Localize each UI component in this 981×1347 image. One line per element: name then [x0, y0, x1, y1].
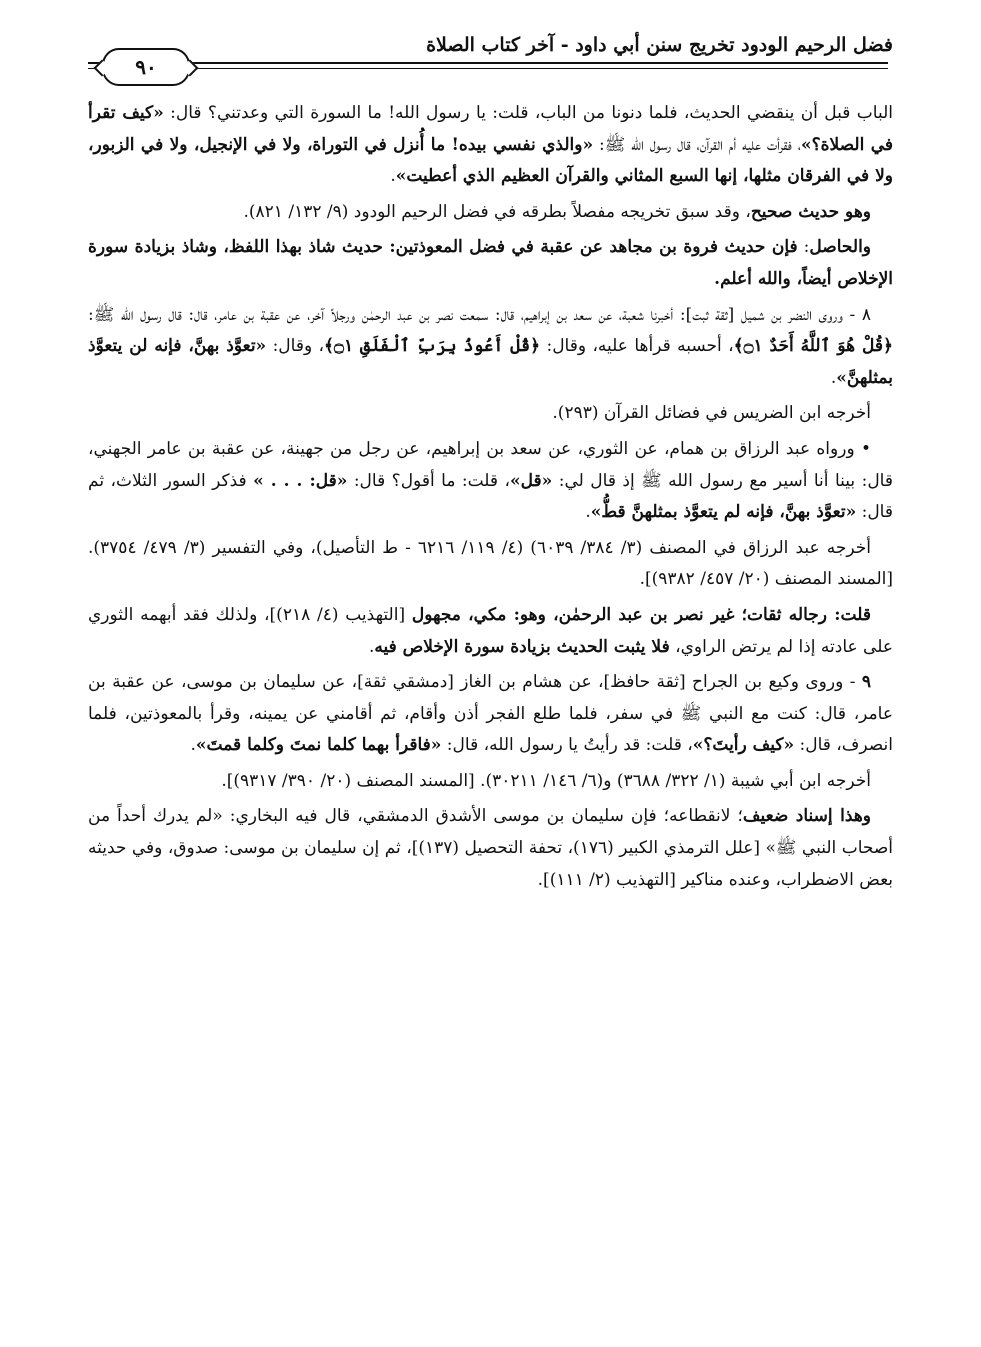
text-segment: الباب قبل أن ينقضي الحديث، فلما دنونا من الباب، قلت: يا رسول الله! ما السورة التي وعدتني؟ قال:: [163, 103, 893, 123]
text-segment: ، وقال:: [266, 336, 325, 357]
text-segment: .: [368, 636, 375, 657]
bold-text-segment: «قل»: [510, 470, 553, 491]
text-segment: أخرجه ابن أبي شيبة (١/ ٣٢٢/ ٣٦٨٨) و(٦/ ١٤٦/ ٣٠٢١١). [المسند المصنف (٢٠/ ٣٩٠/ ٩٣١٧)].: [221, 770, 871, 791]
document-page: [88, 28, 893, 1328]
paragraph: [88, 197, 893, 229]
page-header: [88, 28, 893, 98]
page-number: ٩٠: [102, 48, 190, 86]
bold-text-segment: وهذا إسناد ضعيف: [742, 806, 871, 827]
header-rule-thin: [88, 68, 888, 69]
bold-text-segment: «فاقرأ بهما كلما نمتَ وكلما قمتَ»: [195, 735, 442, 756]
bold-text-segment: فإن حديث فروة بن مجاهد عن عقبة في فضل المعوذتين: حديث شاذ بهذا اللفظ، وشاذ بزيادة سورة الإخلاص أيضاً، والله أعلم.: [88, 237, 893, 289]
paragraph: [88, 600, 893, 663]
text-segment: ، قلت: ما أقول؟ قال:: [347, 470, 511, 491]
text-segment: ، أحسبه قرأها عليه، وقال:: [540, 336, 734, 357]
bold-text-segment: ٩: [861, 672, 871, 693]
bold-text-segment: «تعوَّذ بهنَّ، فإنه لم يتعوَّذ بمثلهنَّ قطُّ»: [590, 502, 857, 523]
text-segment: • ورواه عبد الرزاق بن همام، عن الثوري، عن سعد بن إبراهيم، عن رجل من جهينة، عن عقبة بن عامر الجهني، قال: بينا أنا أسير مع رسول الله ﷺ إذ قال لي:: [88, 438, 893, 491]
text-segment: .: [830, 367, 837, 388]
text-segment: .: [390, 166, 396, 187]
text-segment: :: [797, 237, 810, 258]
paragraph: [88, 667, 893, 762]
running-title: فضل الرحيم الودود تخريج سنن أبي داود - آخر كتاب الصلاة: [426, 34, 893, 56]
paragraph: [88, 766, 893, 798]
text-segment: ؛ لانقطاعه؛ فإن سليمان بن موسى الأشدق الدمشقي، قال فيه البخاري: «لم يدرك أحداً من أصحاب النبي ﷺ» [علل الترمذي الكبير (١٧٦)، تحفة التحصيل (١٣٧)]، ثم إن سليمان بن موسى: صدوق، وفي حديثه بعض الاضطراب، وعنده مناكير [التهذيب (٢/ ١١١)].: [88, 806, 894, 890]
text-segment: - وروى وكيع بن الجراح [ثقة حافظ]، عن هشام بن الغاز [دمشقي ثقة]، عن سليمان بن موسى، عن عقبة بن عامر، قال: كنت مع النبي ﷺ في سفر، فلما طلع الفجر أذن وأقام، ثم أقامني عن يمينه، وقرأ بالمعوذتين، فلما انصرف، قال:: [88, 672, 893, 756]
bold-text-segment: ﴿قُلْ هُوَ ٱللَّهُ أَحَدٌ ۝١﴾: [733, 336, 893, 357]
text-segment: أخرجه ابن الضريس في فضائل القرآن (٢٩٣).: [552, 403, 871, 424]
text-segment: ، وقد سبق تخريجه مفصلاً بطرقه في فضل الرحيم الودود (٩/ ١٣٢/ ٨٢١).: [243, 201, 751, 222]
paragraph: [88, 398, 893, 430]
bold-text-segment: «والذي نفسي بيده! ما أُنزل في التوراة، ولا في الإنجيل، ولا في الزبور، ولا في الفرقان مثلها، إنها السبع المثاني والقرآن العظيم الذي أعطيت»: [88, 134, 893, 187]
paragraph: [88, 533, 893, 596]
bold-text-segment: «كيف تقرأ في الصلاة؟»: [88, 103, 893, 155]
text-segment: أخرجه عبد الرزاق في المصنف (٣/ ٣٨٤/ ٦٠٣٩) (٤/ ١١٩/ ٦٢١٦ - ط التأصيل)، وفي التفسير (٣/ ٤٧٩/ ٣٧٥٤). [المسند المصنف (٢٠/ ٤٥٧/ ٩٣٨٢)].: [88, 537, 893, 590]
bold-text-segment: «قل: . . . »: [253, 470, 348, 491]
header-rule: [88, 62, 888, 64]
bold-text-segment: والحاصل: [809, 237, 871, 258]
paragraph: [88, 801, 893, 896]
paragraph: [88, 300, 893, 395]
paragraph: [88, 434, 893, 529]
bold-text-segment: فلا يثبت الحديث بزيادة سورة الإخلاص فيه: [374, 636, 670, 657]
text-segment: .: [190, 735, 196, 756]
text-segment: ، فقرأت عليه أم القرآن، قال رسول الله ﷺ:: [593, 134, 801, 155]
text-segment: ، قلت: قد رأيتُ يا رسول الله، قال:: [441, 735, 693, 756]
paragraph: [88, 98, 893, 193]
text-segment: ٨ - وروى النضر بن شميل [ثقة ثبت]: أخبرنا شعبة، عن سعد بن إبراهيم، قال: سمعت نصر بن عبد الرحمٰن ورجلاً آخر، عن عقبة بن عامر، قال: قال رسول الله ﷺ:: [88, 304, 871, 325]
body-text: [88, 98, 893, 896]
bold-text-segment: ﴿قُلْ أَعُوذُ بِرَبِّ ٱلْفَلَقِ ۝١﴾: [324, 336, 541, 357]
bold-text-segment: وهو حديث صحيح: [750, 201, 871, 222]
text-segment: [التهذيب (٤/ ٢١٨)]، ولذلك فقد أبهمه الثوري على عادته إذا لم يرتض الراوي،: [88, 604, 893, 657]
paragraph: [88, 232, 893, 295]
bold-text-segment: «تعوَّذ بهنَّ، فإنه لن يتعوَّذ بمثلهنَّ»: [88, 336, 893, 388]
text-segment: فذكر السور الثلاث، ثم قال:: [88, 470, 893, 523]
bold-text-segment: «كيف رأيتَ؟»: [692, 735, 795, 756]
bold-text-segment: قلت: رجاله ثقات؛ غير نصر بن عبد الرحمٰن، وهو: مكي، مجهول: [411, 604, 871, 625]
text-segment: .: [585, 502, 591, 523]
